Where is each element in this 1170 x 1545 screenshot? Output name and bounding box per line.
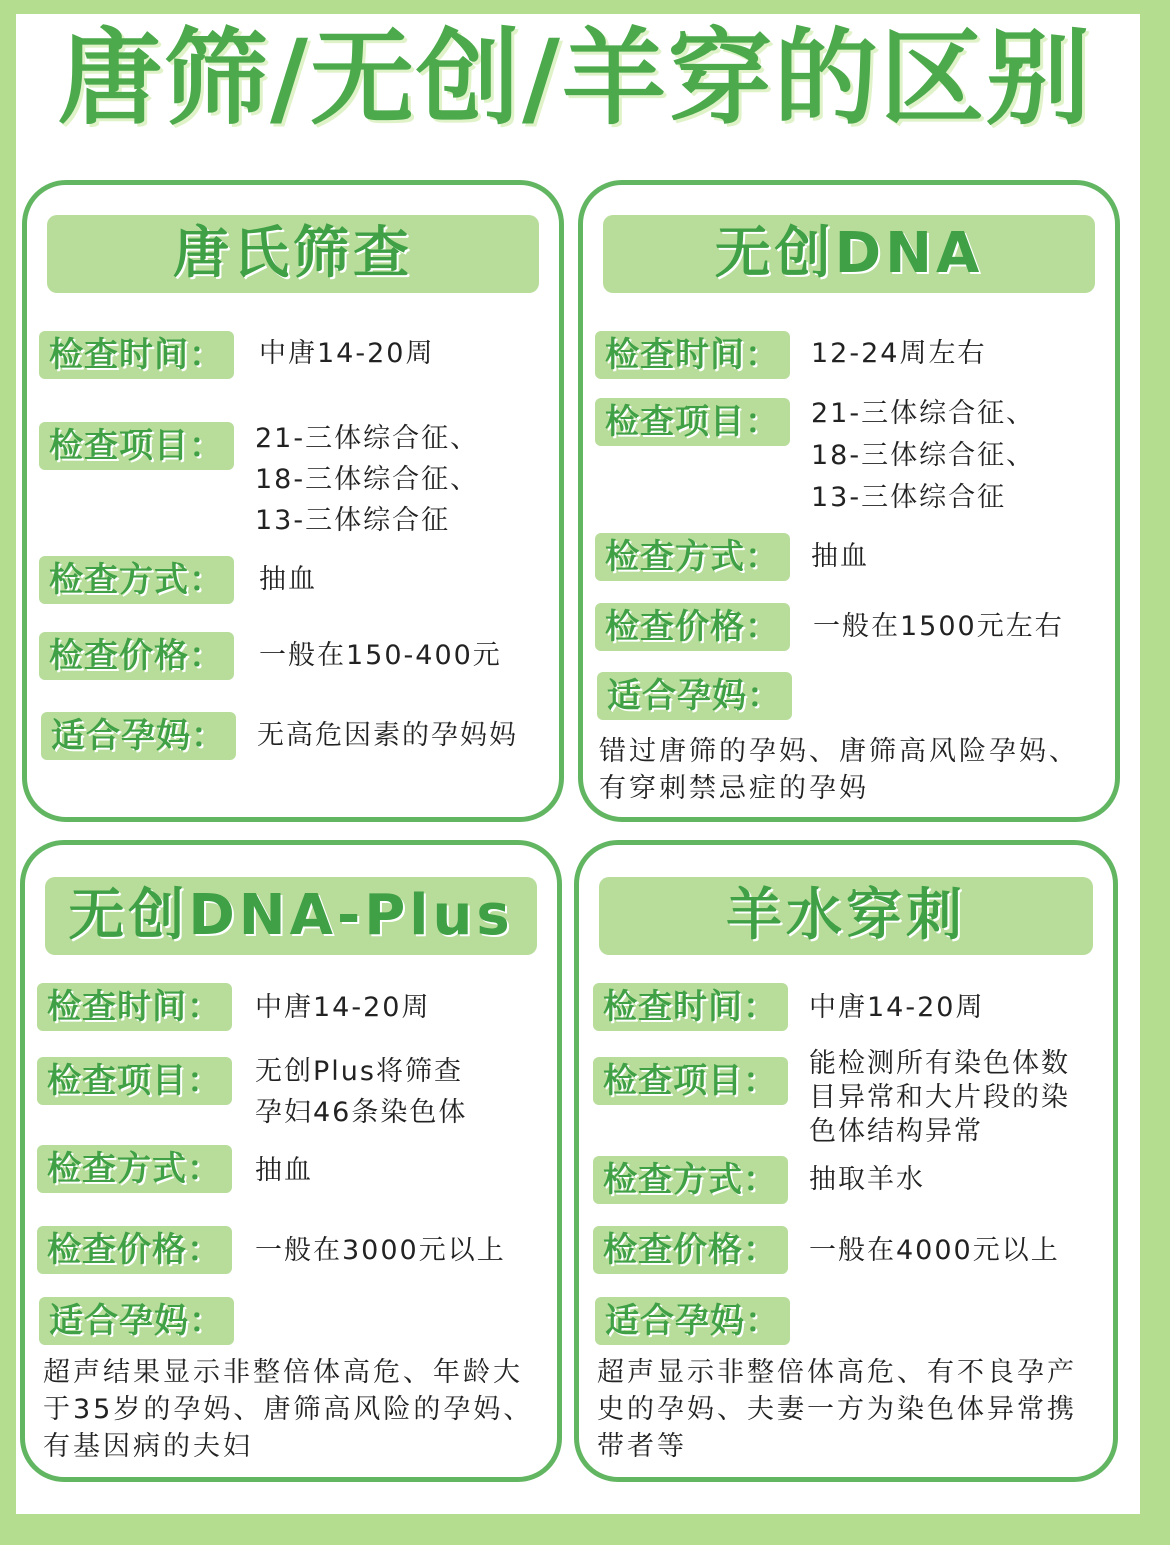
card-header: 唐氏筛查 — [47, 215, 539, 293]
items-label: 检查项目： — [595, 398, 790, 446]
card-tang-screening — [22, 180, 564, 822]
card-nipt — [578, 180, 1120, 822]
suitable-line: 超声显示非整倍体高危、有不良孕产 — [597, 1357, 1077, 1388]
suitable-label: 适合孕妈： — [595, 1297, 790, 1345]
card-header: 无创DNA-Plus — [45, 877, 537, 955]
suitable-line: 有基因病的夫妇 — [43, 1431, 253, 1462]
method-value: 抽血 — [255, 1155, 313, 1186]
items-line: 能检测所有染色体数 — [809, 1048, 1070, 1079]
suitable-line: 于35岁的孕妈、唐筛高风险的孕妈、 — [43, 1394, 534, 1425]
price-value: 一般在1500元左右 — [813, 611, 1064, 642]
items-label: 检查项目： — [593, 1057, 788, 1105]
card-header: 羊水穿刺 — [599, 877, 1093, 955]
time-value: 中唐14-20周 — [255, 992, 431, 1023]
suitable-label: 适合孕妈： — [39, 1297, 234, 1345]
items-line: 无创Plus将筛查 — [255, 1056, 463, 1087]
time-value: 12-24周左右 — [811, 338, 987, 369]
time-label: 检查时间： — [595, 331, 790, 379]
suitable-line: 带者等 — [597, 1431, 687, 1462]
time-label: 检查时间： — [593, 983, 788, 1031]
method-value: 抽取羊水 — [809, 1164, 925, 1195]
card-amniocentesis — [574, 840, 1118, 1482]
price-value: 一般在3000元以上 — [255, 1235, 506, 1266]
price-label: 检查价格： — [595, 603, 790, 651]
items-line: 孕妇46条染色体 — [255, 1097, 468, 1128]
suitable-label: 适合孕妈： — [597, 672, 792, 720]
method-label: 检查方式： — [39, 556, 234, 604]
suitable-line: 无高危因素的孕妈妈 — [257, 720, 518, 751]
card-header: 无创DNA — [603, 215, 1095, 293]
suitable-line: 错过唐筛的孕妈、唐筛高风险孕妈、 — [599, 736, 1079, 767]
card-nipt-plus — [20, 840, 562, 1482]
items-line: 色体结构异常 — [809, 1116, 983, 1147]
suitable-label: 适合孕妈： — [41, 712, 236, 760]
items-line: 18-三体综合征、 — [255, 464, 480, 495]
items-line: 13-三体综合征 — [255, 505, 451, 536]
items-line: 13-三体综合征 — [811, 482, 1007, 513]
time-value: 中唐14-20周 — [259, 338, 435, 369]
method-value: 抽血 — [811, 541, 869, 572]
items-label: 检查项目： — [37, 1057, 232, 1105]
price-label: 检查价格： — [37, 1226, 232, 1274]
method-label: 检查方式： — [595, 533, 790, 581]
method-label: 检查方式： — [593, 1156, 788, 1204]
items-line: 21-三体综合征、 — [811, 398, 1036, 429]
price-label: 检查价格： — [39, 632, 234, 680]
time-label: 检查时间： — [39, 331, 234, 379]
price-value: 一般在4000元以上 — [809, 1235, 1060, 1266]
page-title: 唐筛/无创/羊穿的区别 — [58, 17, 1092, 139]
time-value: 中唐14-20周 — [809, 992, 985, 1023]
items-line: 18-三体综合征、 — [811, 440, 1036, 471]
suitable-line: 有穿刺禁忌症的孕妈 — [599, 773, 869, 804]
suitable-line: 超声结果显示非整倍体高危、年龄大 — [43, 1357, 523, 1388]
method-label: 检查方式： — [37, 1145, 232, 1193]
items-line: 21-三体综合征、 — [255, 423, 480, 454]
time-label: 检查时间： — [37, 983, 232, 1031]
items-line: 目异常和大片段的染 — [809, 1082, 1070, 1113]
items-label: 检查项目： — [39, 422, 234, 470]
price-label: 检查价格： — [593, 1226, 788, 1274]
suitable-line: 史的孕妈、夫妻一方为染色体异常携 — [597, 1394, 1077, 1425]
method-value: 抽血 — [259, 564, 317, 595]
price-value: 一般在150-400元 — [259, 640, 502, 671]
